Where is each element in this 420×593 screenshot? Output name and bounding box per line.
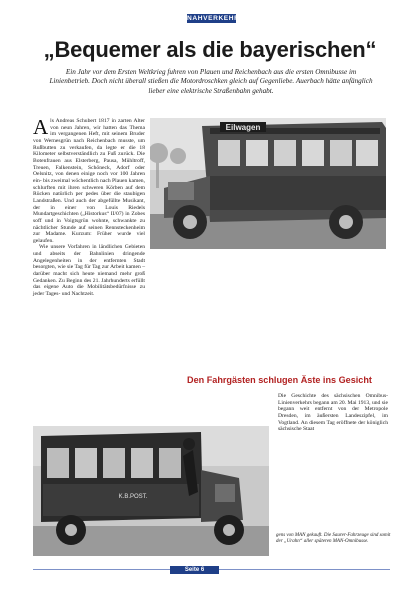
bus-sign-eilwagen: Eilwagen [225, 123, 261, 132]
body2-paragraph: Die Geschichte des sächsischen Omnibus-Linienverkehrs begann am 20. Mai 1913, und sie begann weit entfernt von der Metropole Dresden, im äußersten Landeszipfel, im Vogtland. An diesem Tag eröffnete der königlich sächsische Staat [278, 393, 388, 433]
body-paragraph-1: ls Andreas Schubert 1817 in zarten Alter von neun Jahren, wir hatten das Thema im vergangenen Heft, mit seinem Bruder von Wernesgrün nach Reichenbach musste, um Rußbutten zu verkaufen, da legte er die 18 Kilometer selbstverständlich zu Fuß zurück. Die Botenfrauen aus Elsterberg, Pausa, Mühltroff, Treuen, Falkenstein, Schöneck, Adorf oder Oelsnitz, von denen einige noch vor 100 Jahren ein- bis zweimal wöchentlich nach Plauen kamen, schlurften mit ihren schweren Körben auf dem Rücken natürlich per pedes über die staubigen Landstraßen. Und auch der abgefüllte Musikant, der in einer von Louis Riedels Mundartgeschichten („Historkus“ II/07) in Zobes soff und in Voigtsgrün wohnte, schwankte zu nächtlicher Stunde auf seinen Rennsteckenheim zur Madame. Kurzum: Früher wurde viel gelaufen. [33, 118, 145, 244]
section-label: NAHVERKEHR [187, 15, 240, 22]
body-column-left [33, 115, 145, 298]
photo-bus-kbpost [33, 426, 269, 556]
article-deck: Ein Jahr vor dem Ersten Weltkrieg fuhren von Plauen und Reichenbach aus die ersten Omnibusse im Linienbetrieb. Doch nicht überall stießen die Motordroschken gleich auf Gegenliebe. Auerbach hätte anfänglich lieber eine elektrische Straßenbahn gehabt. [49, 68, 373, 95]
article-subhead: Den Fahrgästen schlugen Äste ins Gesicht [187, 375, 372, 385]
bus-sign-kbpost: K.B.POST. [118, 494, 148, 500]
photo-bus-eilwagen [150, 118, 386, 249]
body-paragraph-2: Wie unsere Vorfahren in ländlichen Gebieten und abseits der Bahnlinien dringende Angelegenheiten in der entfernten Stadt besorgten, wie sie Tag für Tag zur Arbeit kamen – darüber macht sich heute niemand mehr groß Gedanken. Zu Beginn des 21. Jahrhunderts erfüllt das eigene Auto die Mobilitätsbedürfnisse zu jeder Tages- und Nachtzeit. [33, 244, 145, 298]
drop-cap: A [33, 115, 49, 139]
article-headline: „Bequemer als die bayerischen“ [43, 37, 377, 62]
body-column-right [278, 393, 388, 433]
photo-caption: gens von MAN gekauft. Die Saurer-Fahrzeuge sind somit der „Urahn“ aller späteren MAN-Omnibusse. [276, 533, 391, 545]
page-number: Seite 6 [170, 566, 219, 574]
